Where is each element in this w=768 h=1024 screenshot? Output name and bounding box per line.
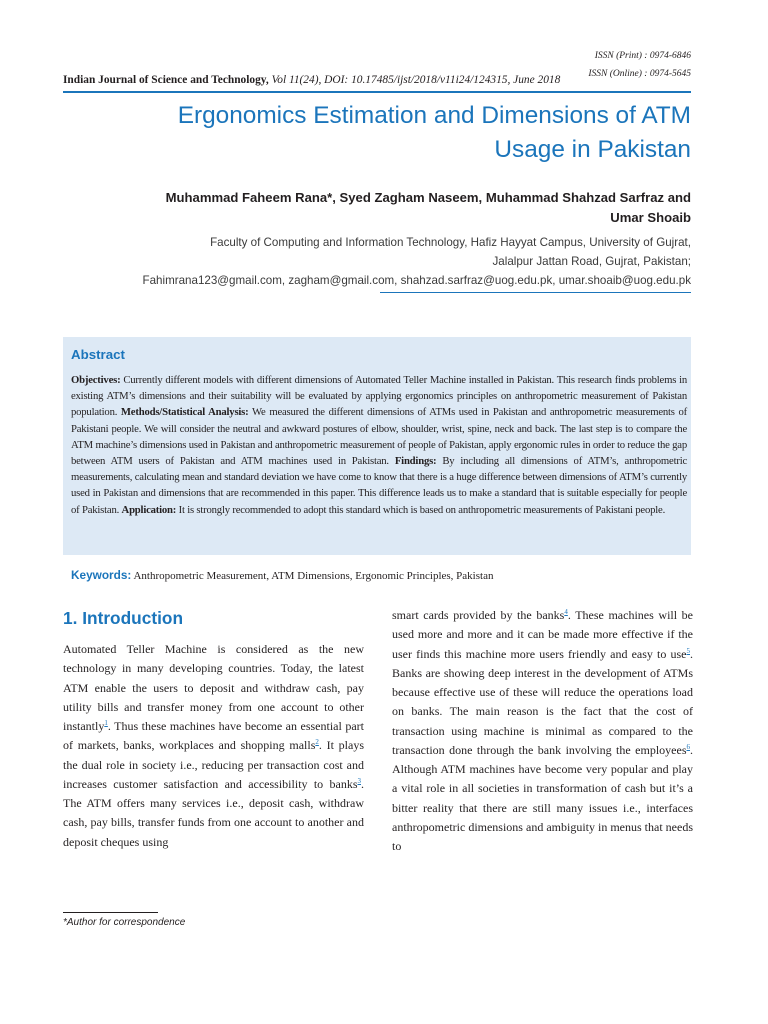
abstract-body [71, 372, 687, 518]
intro-right-text-4: . Although ATM machines have become very popular and play a vital role in all societies in transformation of cash but it’s a bitter reality that there are still many issues i.e., interfaces anthropometric dimensions and ambiguity in menus that needs to [392, 742, 693, 853]
abstract-heading: Abstract [71, 347, 125, 362]
journal-citation [63, 74, 560, 86]
section-heading-introduction: 1. Introduction [63, 608, 183, 628]
reference-link-2[interactable]: 2 [315, 738, 319, 747]
footnote-divider [63, 912, 158, 913]
intro-left-text-2: . Thus these machines have become an essential part of markets, banks, workplaces and shopping malls [63, 719, 364, 753]
intro-right-text-3: . Banks are showing deep interest in the development of ATMs because effective use of these will reduce the operations load on banks. The main reason is the fact that the cost of transaction using machine is minimal as compared to the transaction done through the bank involving the employees [392, 646, 693, 757]
keywords [71, 568, 493, 582]
introduction-left-column [63, 640, 364, 852]
issn-print: ISSN (Print) : 0974-6846 [594, 51, 691, 61]
correspondence-footnote: *Author for correspondence [63, 917, 186, 928]
reference-link-5[interactable]: 5 [686, 646, 690, 655]
title-line-2: Usage in Pakistan [494, 136, 691, 163]
intro-left-text-1: Automated Teller Machine is considered as the new technology in many developing countries. Today, the latest ATM enable the users to deposit and withdraw cash, pay utility bills and transfer money from one account to other instantly [63, 642, 364, 733]
application-text: It is strongly recommended to adopt this standard which is based on anthropometric measurements of Pakistani people. [176, 503, 666, 516]
objectives-text: Currently different models with different dimensions of Automated Teller Machine installed in Pakistan. This research finds problems in existing ATM’s dimensions and their suitability will be evaluated by applying ergonomics principles on anthropometric measurement of Pakistan population. [71, 374, 687, 419]
issn-online: ISSN (Online) : 0974-5645 [588, 69, 691, 79]
findings-text: By including all dimensions of ATM’s, anthropometric measurements, calculating mean and standard deviation we have come to know that there is a huge difference between dimensions of ATM’s currently used in Pakistan and dimensions that are recommended in this paper. This difference leads us to make a standard that is suitable especially for people of Pakistan. [71, 455, 688, 516]
intro-left-text-3: . It plays the dual role in society i.e., reducing per transaction cost and increases customer satisfaction and accessibility to banks [63, 738, 364, 791]
author-list [166, 188, 691, 227]
methods-label: Methods/Statistical Analysis: [120, 406, 249, 419]
journal-name: Indian Journal of Science and Technology, [63, 74, 269, 86]
authors-line-2: Umar Shoaib [610, 209, 691, 225]
affiliation-line-2: Jalalpur Jattan Road, Gujrat, Pakistan; [492, 255, 691, 268]
intro-right-text-1: smart cards provided by the banks [392, 608, 565, 622]
affiliation-divider [380, 292, 691, 293]
reference-link-4[interactable]: 4 [564, 608, 568, 616]
issn-block [588, 47, 691, 83]
objectives-label: Objectives: [71, 374, 121, 386]
application-label: Application: [121, 503, 177, 516]
title-line-1: Ergonomics Estimation and Dimensions of ATM [177, 102, 691, 129]
methods-text: We measured the different dimensions of ATMs used in Pakistan and anthropometric measurements of Pakistani people. We will consider the neutral and awkward postures of elbow, shoulder, wrist, spine, neck and back. The last step is to compare the ATM machine’s dimensions used in Pakistan and anthropometric measurement of people of Pakistan, apply ergonomic rules in order to reduce the gap between ATM users of Pakistan and ATM machines used in Pakistan. [71, 406, 687, 468]
affiliation-line-1: Faculty of Computing and Information Technology, Hafiz Hayyat Campus, University of Gujrat, [210, 236, 691, 249]
reference-link-1[interactable]: 1 [104, 719, 108, 727]
header-divider [63, 91, 691, 93]
intro-left-text-4: . The ATM offers many services i.e., deposit cash, withdraw cash, pay bills, transfer funds from one account to another and deposit cheques using [63, 776, 364, 849]
authors-line-1: Muhammad Faheem Rana*, Syed Zagham Naseem, Muhammad Shahzad Sarfraz and [165, 190, 691, 205]
intro-right-text-2: . These machines will be used more and more and it can be made more effective if the user finds this machine more users friendly and easy to use [392, 608, 693, 661]
keywords-text: Anthropometric Measurement, ATM Dimensions, Ergonomic Principles, Pakistan [131, 570, 494, 582]
reference-link-6[interactable]: 6 [686, 742, 690, 751]
introduction-right-column [392, 606, 693, 856]
keywords-label: Keywords: [71, 568, 132, 582]
findings-label: Findings: [394, 455, 437, 468]
affiliation [143, 233, 691, 290]
citation-details: Vol 11(24), DOI: 10.17485/ijst/2018/v11i24/124315, June 2018 [268, 74, 561, 86]
paper-title [71, 99, 691, 167]
author-emails: Fahimrana123@gmail.com, zagham@gmail.com, shahzad.sarfraz@uog.edu.pk, umar.shoaib@uog.edu.pk [142, 274, 691, 287]
reference-link-3[interactable]: 3 [357, 776, 361, 785]
